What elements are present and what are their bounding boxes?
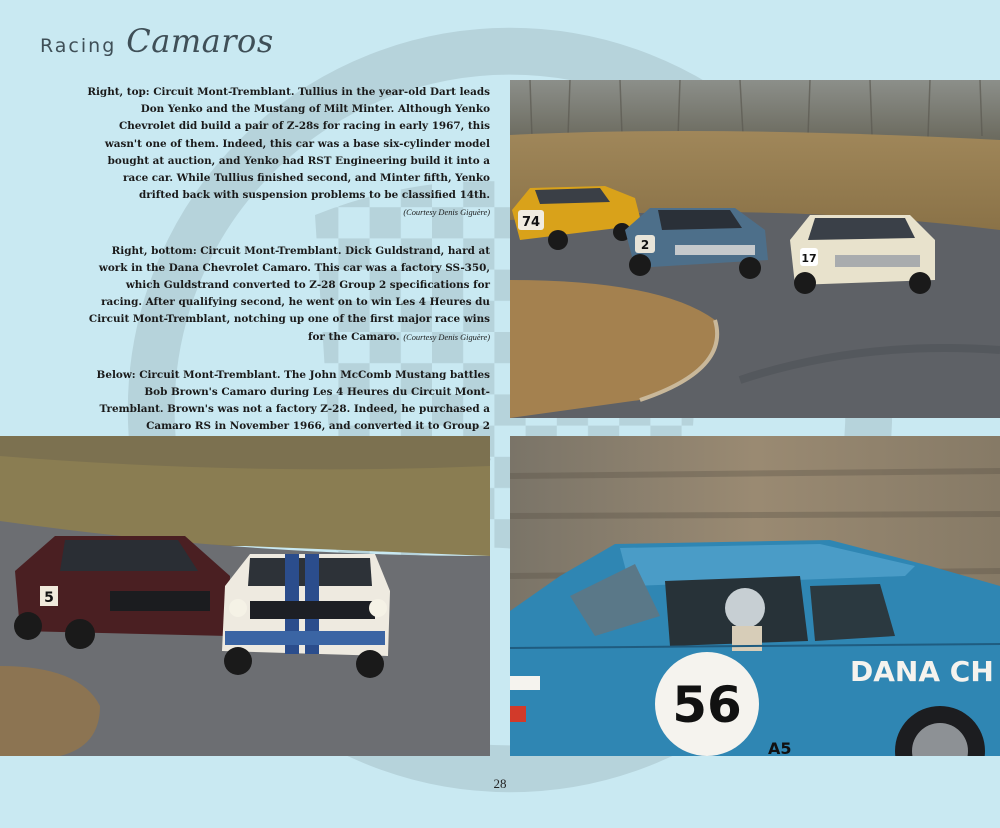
car-number-5: 5 [44,590,54,606]
page-number: 28 [493,776,507,791]
caption-text: Right, top: Circuit Mont-Tremblant. Tullius in the year-old Dart leads Don Yenko and the Mustang of Milt Minter. Although Yenko Chevrolet did build a pair of Z-28s for racing in early 1967, this wasn't one of them. Indeed, this car was a base six-cylinder model bought at auction, and Yenko had RST Engineering build it into a race car. While Tullius finished second, and Minter fifth, Yenko drifted back with suspension problems to be classified 14th. [87,86,490,202]
car-number-56: 56 [672,676,742,734]
photo-mccomb-mustang-vs-brown-camaro [0,436,490,756]
photo-mont-tremblant-dart-leads [510,80,1000,418]
running-header [40,22,274,60]
dana-chevrolet-camaro [510,540,1000,756]
car-number-2: 2 [640,238,650,252]
caption-text: Right, bottom: Circuit Mont-Tremblant. Dick Guldstrand, hard at work in the Dana Chevrolet Camaro. This car was a factory SS-350, which Guldstrand converted to Z-28 Group 2 specifications for racing. After qualifying second, he went on to win Les 4 Heures du Circuit Mont-Tremblant, notching up one of the first major race wins for the Camaro. [88,244,490,343]
caption-text: Below: Circuit Mont-Tremblant. The John McComb Mustang battles Bob Brown's Camaro during Les 4 Heures du Circuit Mont-Tremblant. Brown's was not a factory Z-28. Indeed, he purchased a Camaro RS in November 1966, and converted it to Group 2 [96,368,490,433]
caption-credit: (Courtesy Denis Giguère) [403,332,490,342]
caption-right-bottom [86,243,490,346]
header-title-camaros: Camaros [126,22,274,60]
dana-chevrolet-lettering: DANA CH [850,655,994,688]
photo-guldstrand-dana-camaro [510,436,1000,756]
header-title-racing: Racing [40,35,117,57]
caption-right-top [86,84,490,222]
car-number-17: 17 [801,252,817,265]
caption-credit: (Courtesy Denis Giguère) [403,208,490,218]
car-number-74: 74 [521,215,541,230]
white-dodge-dart [790,215,935,294]
class-label-a5: A5 [768,739,792,756]
